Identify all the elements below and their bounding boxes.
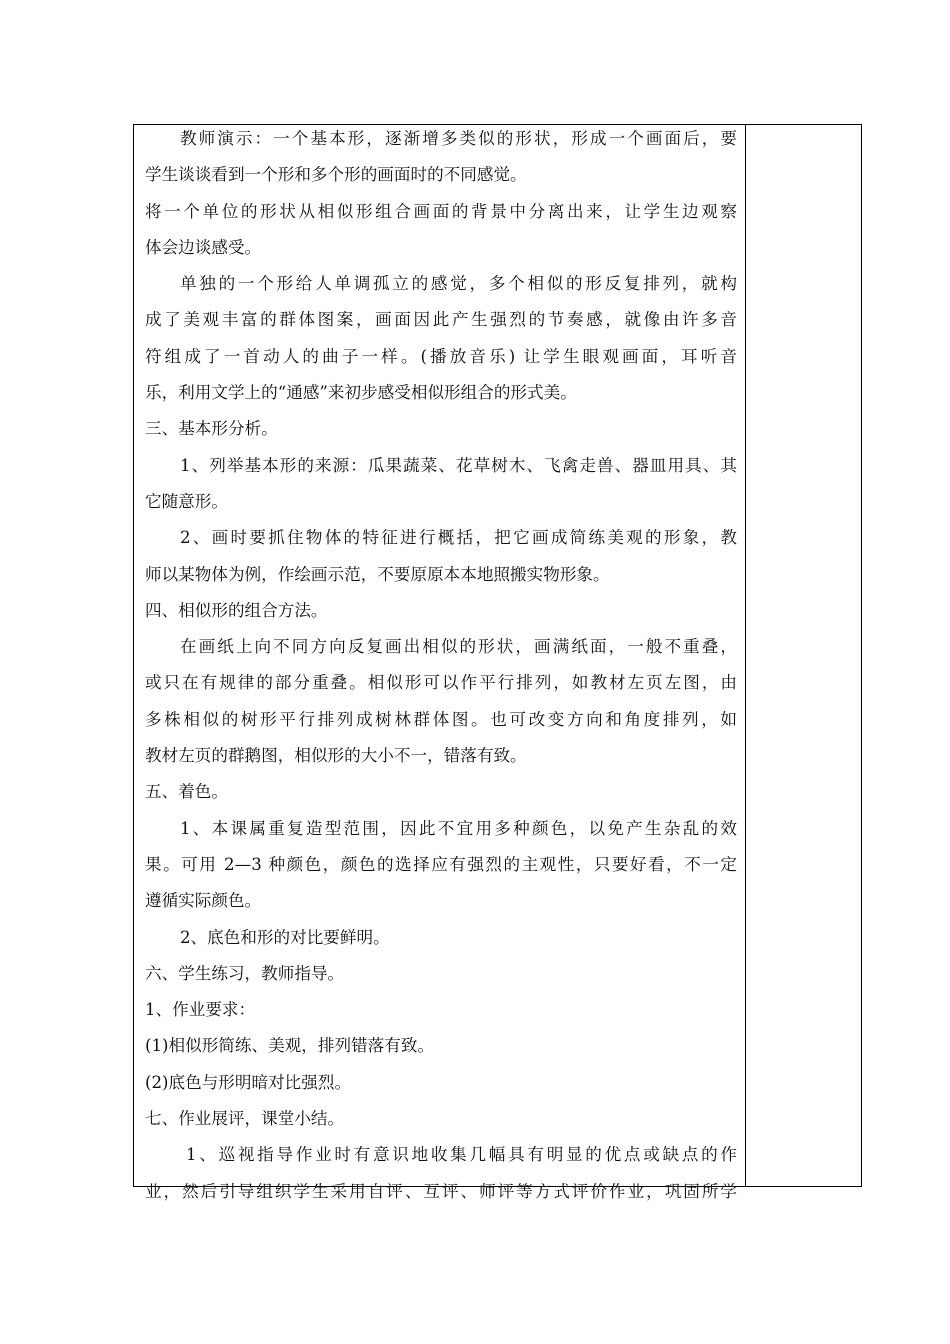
text-line: 1、巡视指导作业时有意识地收集几幅具有明显的优点或缺点的作: [186, 1145, 737, 1165]
text-line: 师以某物体为例，作绘画示范，不要原原本本地照搬实物形象。: [145, 564, 610, 584]
notes-cell: [746, 125, 861, 1186]
text-line: 乐，利用文学上的“通感”来初步感受相似形组合的形式美。: [145, 383, 577, 403]
text-line: 成了美观丰富的群体图案，画面因此产生强烈的节奏感，就像由许多音: [145, 310, 737, 330]
text-line: (1)相似形简练、美观，排列错落有致。: [145, 1036, 435, 1056]
text-line: 将一个单位的形状从相似形组合画面的背景中分离出来，让学生边观察: [145, 201, 737, 221]
text-line: 1、列举基本形的来源：瓜果蔬菜、花草树木、飞禽走兽、器皿用具、其: [180, 455, 737, 475]
text-line: 教师演示：一个基本形，逐渐增多类似的形状，形成一个画面后，要: [180, 129, 737, 148]
text-line: 2、底色和形的对比要鲜明。: [180, 927, 390, 947]
text-line: 体会边谈感受。: [145, 237, 262, 257]
text-line: 五、着色。: [145, 782, 228, 802]
text-line: 符组成了一首动人的曲子一样。(播放音乐) 让学生眼观画面，耳听音: [145, 346, 737, 366]
text-line: 六、学生练习，教师指导。: [145, 963, 345, 983]
text-line: 四、相似形的组合方法。: [145, 600, 328, 620]
text-line: 或只在有规律的部分重叠。相似形可以作平行排列，如教材左页左图，由: [145, 673, 737, 693]
text-line: 遵循实际颜色。: [145, 891, 262, 911]
text-line: 在画纸上向不同方向反复画出相似的形状，画满纸面，一般不重叠，: [180, 637, 737, 657]
lesson-content-cell: [134, 125, 746, 1201]
text-line: 学生谈谈看到一个形和多个形的画面时的不同感觉。: [145, 165, 527, 185]
lesson-plan-table: [133, 124, 862, 1201]
text-line: 七、作业展评，课堂小结。: [145, 1109, 345, 1129]
text-line: 教材左页的群鹅图，相似形的大小不一，错落有致。: [145, 746, 527, 766]
text-line: (2)底色与形明暗对比强烈。: [145, 1072, 352, 1092]
text-line: 业，然后引导组织学生采用自评、互评、师评等方式评价作业，巩固所学: [145, 1181, 737, 1201]
text-line: 三、基本形分析。: [145, 419, 278, 439]
text-line: 它随意形。: [145, 491, 228, 511]
text-line: 多株相似的树形平行排列成树林群体图。也可改变方向和角度排列，如: [145, 709, 737, 729]
text-line: 单独的一个形给人单调孤立的感觉，多个相似的形反复排列，就构: [180, 274, 737, 294]
text-line: 1、本课属重复造型范围，因此不宜用多种颜色，以免产生杂乱的效: [180, 818, 737, 838]
text-line: 1、作业要求：: [145, 1000, 256, 1020]
text-line: 果。可用 2—3 种颜色，颜色的选择应有强烈的主观性，只要好看，不一定: [145, 854, 737, 874]
text-line: 2、画时要抓住物体的特征进行概括，把它画成简练美观的形象，教: [180, 528, 737, 548]
